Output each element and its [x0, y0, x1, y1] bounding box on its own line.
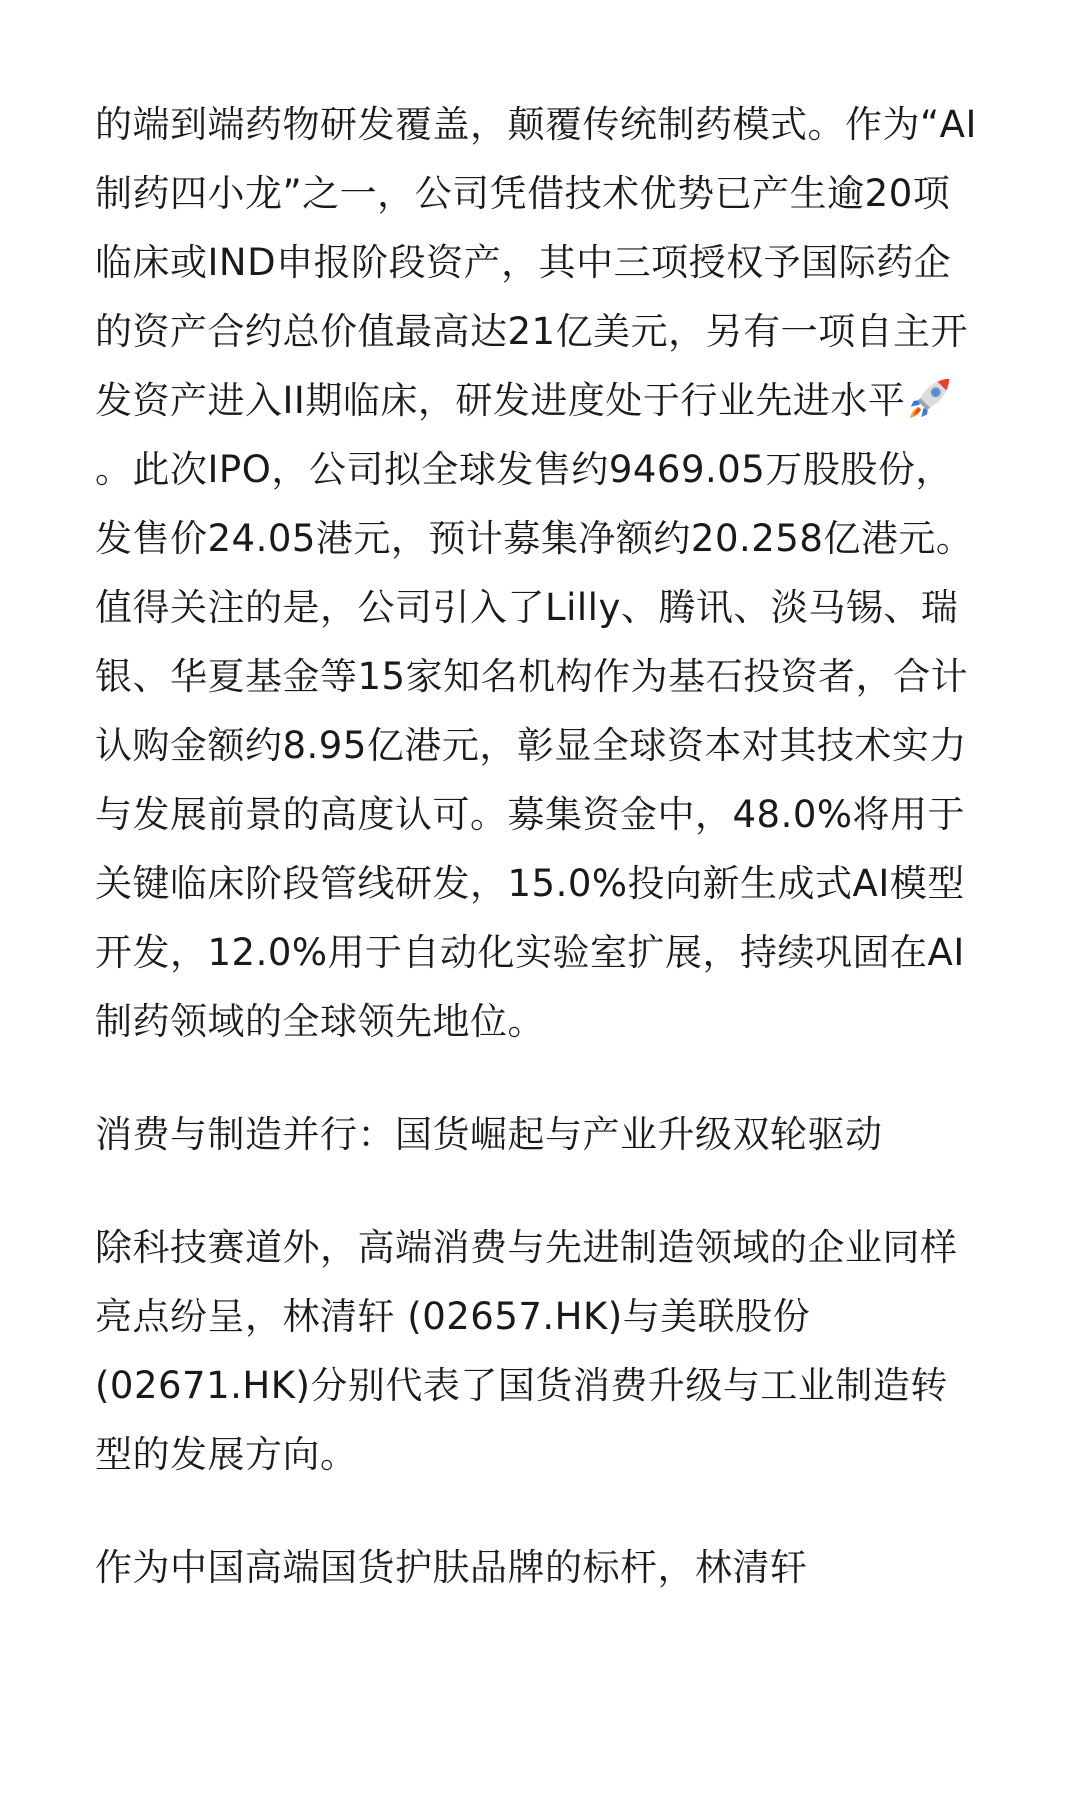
section-heading: 消费与制造并行：国货崛起与产业升级双轮驱动	[95, 1113, 883, 1156]
paragraph-gap	[95, 1056, 985, 1100]
rocket-icon	[907, 375, 953, 421]
paragraph-text-part-b: 。此次IPO，公司拟全球发售约9469.05万股股份，发售价24.05港元，预计募集净额约20.258亿港元。值得关注的是，公司引入了Lilly、腾讯、淡马锡、瑞银、华夏基金等15家知名机构作为基石投资者，合计认购金额约8.95亿港元，彰显全球资本对其技术实力与发展前景的高度认可。募集资金中，48.0%将用于关键临床阶段管线研发，15.0%投向新生成式AI模型开发，12.0%用于自动化实验室扩展，持续巩固在AI制药领域的全球领先地位。	[95, 448, 974, 1043]
paragraph-gap	[95, 1169, 985, 1213]
paragraph-gap	[95, 1489, 985, 1533]
paragraph-text-part-a: 的端到端药物研发覆盖，颠覆传统制药模式。作为“AI制药四小龙”之一，公司凭借技术优势已产生逾20项临床或IND申报阶段资产，其中三项授权予国际药企的资产合约总价值最高达21亿美元，另有一项自主开发资产进入II期临床，研发进度处于行业先进水平	[95, 103, 977, 422]
article-paragraph-consumption: 除科技赛道外，高端消费与先进制造领域的企业同样亮点纷呈，林清轩 (02657.HK)与美联股份(02671.HK)分别代表了国货消费升级与工业制造转型的发展方向。	[95, 1226, 958, 1476]
article-paragraph-ipo	[95, 90, 985, 1056]
article-body	[95, 90, 985, 1602]
article-paragraph-linqingxuan: 作为中国高端国货护肤品牌的标杆，林清轩	[95, 1546, 808, 1589]
